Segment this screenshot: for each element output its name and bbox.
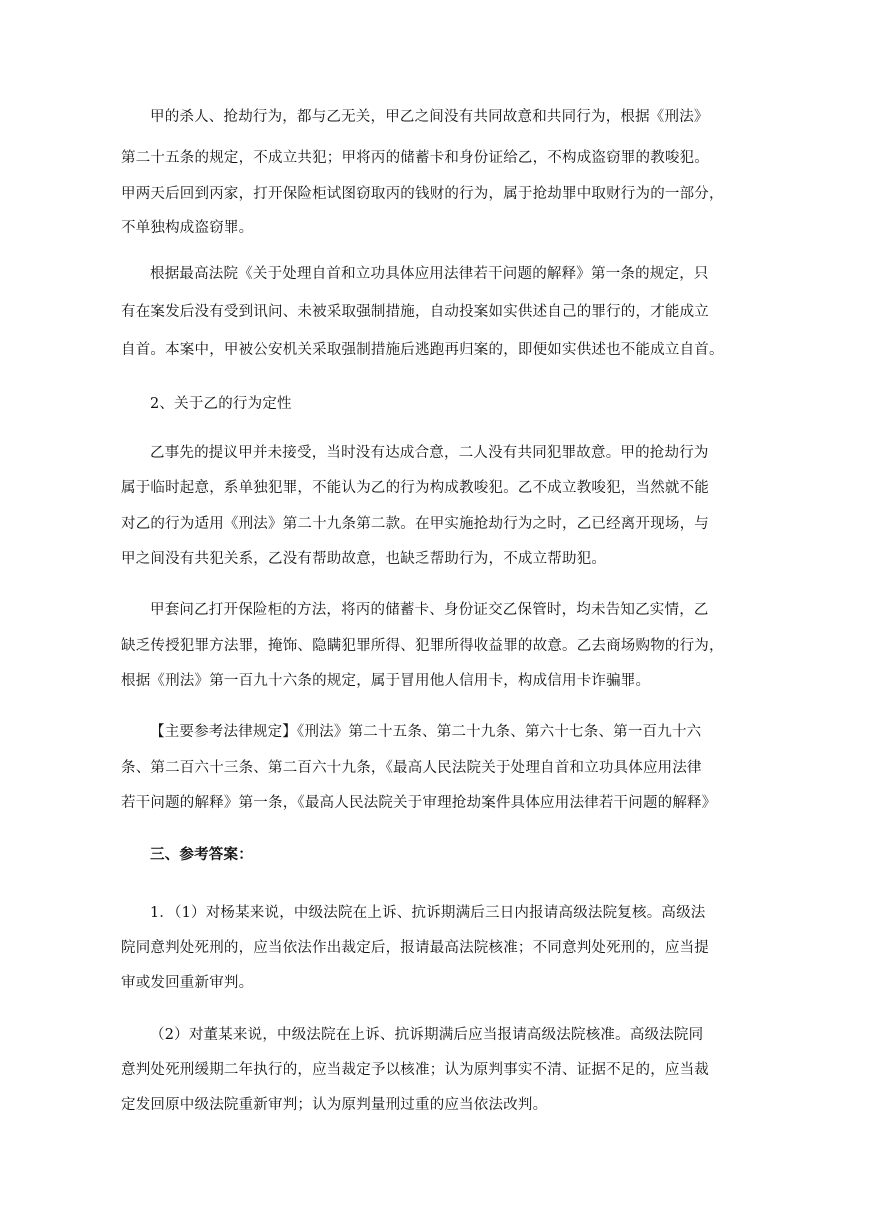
paragraph-4-line-3: 根据《刑法》第一百九十六条的规定，属于冒用他人信用卡，构成信用卡诈骗罪。 (121, 673, 651, 689)
paragraph-2-line-2: 有在案发后没有受到讯问、未被采取强制措施，自动投案如实供述自己的罪行的，才能成立 (121, 304, 709, 320)
paragraph-1-line-4: 不单独构成盗窃罪。 (121, 220, 254, 236)
paragraph-1-line-2: 第二十五条的规定，不成立共犯；甲将丙的储蓄卡和身份证给乙，不构成盗窃罪的教唆犯。 (121, 150, 709, 166)
paragraph-5-line-3: 若干问题的解释》第一条，《最高人民法院关于审理抢劫案件具体应用法律若干问题的解释》 (121, 795, 717, 811)
answer-1-line-1: 1．（1）对杨某来说，中级法院在上诉、抗诉期满后三日内报请高级法院复核。高级法 (150, 905, 706, 921)
answer-2-line-2: 意判处死刑缓期二年执行的，应当裁定予以核准；认为原判事实不清、证据不足的，应当裁 (121, 1062, 709, 1078)
paragraph-5-line-2: 条、第二百六十三条、第二百六十九条，《最高人民法院关于处理自首和立功具体应用法律 (121, 760, 702, 776)
paragraph-3-line-3: 对乙的行为适用《刑法》第二十九条第二款。在甲实施抢劫行为之时，乙已经离开现场，与 (121, 516, 709, 532)
paragraph-3-line-1: 乙事先的提议甲并未接受，当时没有达成合意，二人没有共同犯罪故意。甲的抢劫行为 (150, 445, 709, 461)
paragraph-3-line-2: 属于临时起意，系单独犯罪，不能认为乙的行为构成教唆犯。乙不成立教唆犯，当然就不能 (121, 480, 709, 496)
paragraph-5-line-1: 【主要参考法律规定】《刑法》第二十五条、第二十九条、第六十七条、第一百九十六 (150, 724, 702, 740)
answer-1-line-2: 院同意判处死刑的，应当依法作出裁定后，报请最高法院核准；不同意判处死刑的，应当提 (121, 940, 709, 956)
paragraph-1-line-3: 甲两天后回到丙家，打开保险柜试图窃取丙的钱财的行为，属于抢劫罪中取财行为的一部分， (121, 186, 724, 202)
paragraph-4-line-1: 甲套问乙打开保险柜的方法，将丙的储蓄卡、身份证交乙保管时，均未告知乙实情，乙 (150, 602, 709, 618)
answer-2-line-3: 定发回原中级法院重新审判；认为原判量刑过重的应当依法改判。 (121, 1097, 548, 1113)
answer-1-line-3: 审或发回重新审判。 (121, 975, 254, 991)
paragraph-1-line-1: 甲的杀人、抢劫行为，都与乙无关，甲乙之间没有共同故意和共同行为，根据《刑法》 (150, 109, 709, 125)
section-heading-3: 三、参考答案： (150, 846, 253, 863)
paragraph-4-line-2: 缺乏传授犯罪方法罪，掩饰、隐瞒犯罪所得、犯罪所得收益罪的故意。乙去商场购物的行为， (121, 638, 724, 654)
answer-2-line-1: （2）对董某来说，中级法院在上诉、抗诉期满后应当报请高级法院核准。高级法院同 (150, 1027, 704, 1043)
paragraph-2-line-1: 根据最高法院《关于处理自首和立功具体应用法律若干问题的解释》第一条的规定，只 (150, 266, 709, 282)
paragraph-2-line-3: 自首。本案中，甲被公安机关采取强制措施后逃跑再归案的，即便如实供述也不能成立自首。 (121, 342, 724, 358)
section-heading-2: 2、关于乙的行为定性 (150, 396, 292, 412)
paragraph-3-line-4: 甲之间没有共犯关系，乙没有帮助故意，也缺乏帮助行为，不成立帮助犯。 (121, 551, 607, 567)
